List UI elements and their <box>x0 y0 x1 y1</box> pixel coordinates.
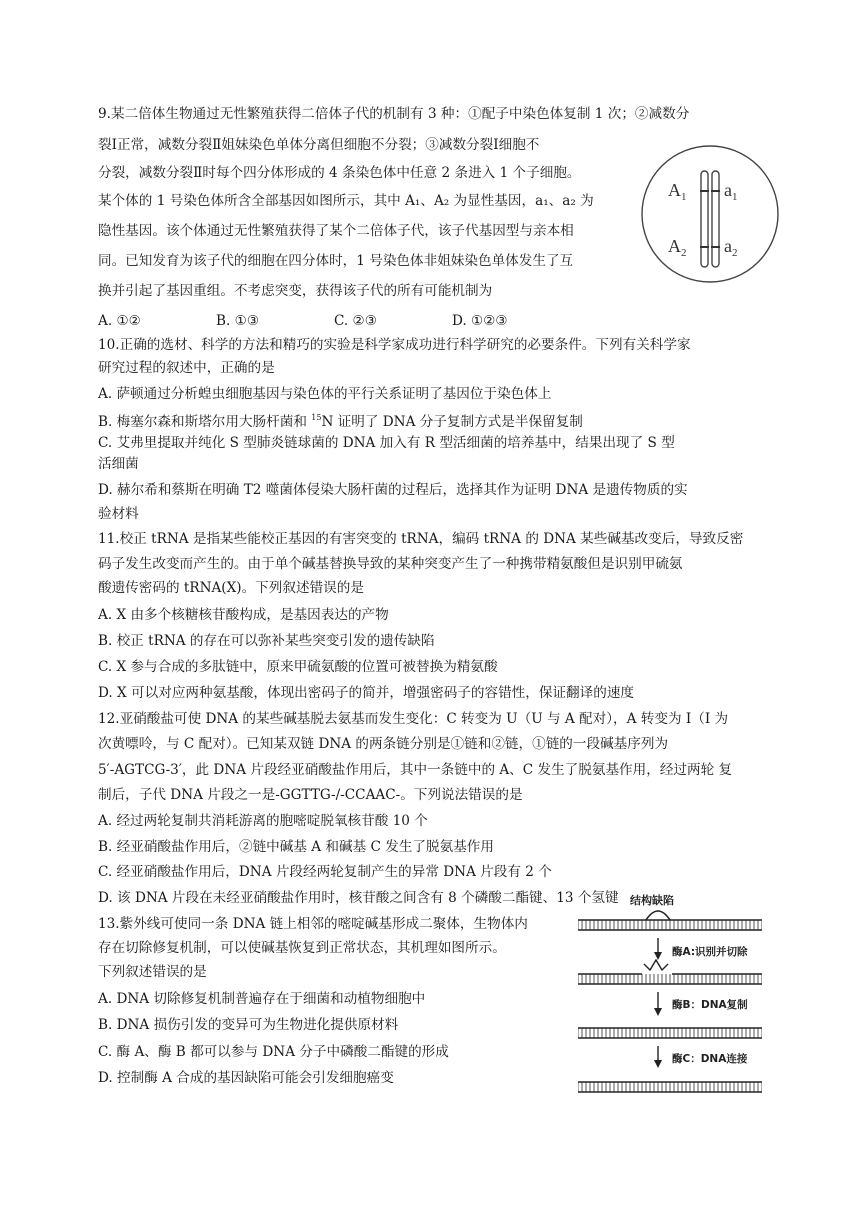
q9-option-b[interactable]: B. ①③ <box>216 313 260 329</box>
q9-stem-line-3: 分裂，减数分裂Ⅱ时每个四分体形成的 4 条染色体中任意 2 条进入 1 个子细胞。 <box>98 165 581 181</box>
q9-stem-line-1: 9.某二倍体生物通过无性繁殖获得二倍体子代的机制有 3 种：①配子中染色体复制 1 次；②减数分 <box>98 106 690 122</box>
q11-option-d[interactable]: D. X 可以对应两种氨基酸，体现出密码子的简并，增强密码子的容错性，保证翻译的速度 <box>98 685 635 701</box>
q12-stem-line-3: 5′-AGTCG-3′，此 DNA 片段经亚硝酸盐作用后，其中一条链中的 A、C 发生了脱氨基作用，经过两轮 复 <box>98 762 733 778</box>
q9-option-a[interactable]: A. ①② <box>98 313 141 329</box>
q10-stem-line-1: 10.正确的选材、科学的方法和精巧的实验是科学家成功进行科学研究的必要条件。下列有关科学家 <box>98 337 691 353</box>
q11-stem-line-3: 酸遗传密码的 tRNA(X)。下列叙述错误的是 <box>98 580 364 596</box>
q9-stem-line-4: 某个体的 1 号染色体所含全部基因如图所示，其中 A₁、A₂ 为显性基因，a₁、a₂ 为 <box>98 193 594 209</box>
q13-stem-line-3: 下列叙述错误的是 <box>98 964 207 980</box>
q10-option-d-line-1[interactable]: D. 赫尔希和蔡斯在明确 T2 噬菌体侵染大肠杆菌的过程后，选择其作为证明 DNA 是遗传物质的实 <box>98 482 688 498</box>
q12-option-d[interactable]: D. 该 DNA 片段在未经亚硝酸盐作用时，核苷酸之间含有 8 个磷酸二酯键、13 个氢键 <box>98 890 619 906</box>
q10-option-a[interactable]: A. 萨顿通过分析蝗虫细胞基因与染色体的平行关系证明了基因位于染色体上 <box>98 386 552 402</box>
q10-stem-line-2: 研究过程的叙述中，正确的是 <box>98 360 275 376</box>
gene-label-a1: $a_1$ <box>724 180 738 203</box>
damage-label: 结构缺陷 <box>630 894 674 907</box>
q10-option-b[interactable]: B. 梅塞尔森和斯塔尔用大肠杆菌和 $^{15}$N 证明了 DNA 分子复制方式是半保留复制 <box>98 413 583 430</box>
q11-option-b[interactable]: B. 校正 tRNA 的存在可以弥补某些突变引发的遗传缺陷 <box>98 633 435 649</box>
enzyme-a-label: 酶A:识别并切除 <box>672 946 748 958</box>
q12-stem-line-4: 制后，子代 DNA 片段之一是-GGTTG-/-CCAAC-。下列说法错误的是 <box>98 787 523 803</box>
enzyme-b-label: 酶B：DNA复制 <box>672 999 748 1011</box>
gene-label-A1: $A_1$ <box>668 180 687 203</box>
q11-stem-line-2: 码子发生改变而产生的。由于单个碱基替换导致的某种突变产生了一种携带精氨酸但是识别甲硫氨 <box>98 556 683 572</box>
q13-option-d[interactable]: D. 控制酶 A 合成的基因缺陷可能会引发细胞癌变 <box>98 1070 394 1086</box>
q12-option-a[interactable]: A. 经过两轮复制共消耗游离的胞嘧啶脱氧核苷酸 10 个 <box>98 813 428 829</box>
q10-option-c-line-1[interactable]: C. 艾弗里提取并纯化 S 型肺炎链球菌的 DNA 加入有 R 型活细菌的培养基中，结果出现了 S 型 <box>98 435 675 451</box>
q12-option-b[interactable]: B. 经亚硝酸盐作用后，②链中碱基 A 和碱基 C 发生了脱氨基作用 <box>98 839 494 855</box>
q12-stem-line-1: 12.亚硝酸盐可使 DNA 的某些碱基脱去氨基而发生变化：C 转变为 U（U 与 A 配对），A 转变为 I（I 为 <box>98 711 729 727</box>
arrow-down-icon <box>654 1060 662 1068</box>
q9-option-d[interactable]: D. ①②③ <box>452 313 508 329</box>
q9-stem-line-6: 同。已知发育为该子代的细胞在四分体时，1 号染色体非姐妹染色单体发生了互 <box>98 253 574 269</box>
q9-option-c[interactable]: C. ②③ <box>334 313 377 329</box>
dna-repair-figure <box>572 890 768 1108</box>
q9-stem-line-7: 换并引起了基因重组。不考虑突变，获得该子代的所有可能机制为 <box>98 283 493 299</box>
q11-option-a[interactable]: A. X 由多个核糖核苷酸构成，是基因表达的产物 <box>98 607 389 623</box>
enzyme-c-label: 酶C：DNA连接 <box>672 1053 748 1065</box>
q10-option-c-line-2: 活细菌 <box>98 456 139 472</box>
q13-option-b[interactable]: B. DNA 损伤引发的变异可为生物进化提供原材料 <box>98 1017 399 1033</box>
gene-label-A2: $A_2$ <box>668 236 687 259</box>
isotope-superscript: 15 <box>311 413 322 422</box>
arrow-down-icon <box>654 952 662 960</box>
q11-stem-line-1: 11.校正 tRNA 是指某些能校正基因的有害突变的 tRNA，编码 tRNA 的 DNA 某些碱基改变后，导致反密 <box>98 531 744 547</box>
q12-option-c[interactable]: C. 经亚硝酸盐作用后，DNA 片段经两轮复制产生的异常 DNA 片段有 2 个 <box>98 864 552 880</box>
q13-option-c[interactable]: C. 酶 A、酶 B 都可以参与 DNA 分子中磷酸二酯键的形成 <box>98 1044 449 1060</box>
q9-options <box>98 311 508 331</box>
arrow-down-icon <box>654 1008 662 1016</box>
q13-stem-line-1: 13.紫外线可使同一条 DNA 链上相邻的嘧啶碱基形成二聚体，生物体内 <box>98 916 528 932</box>
q9-stem-line-5: 隐性基因。该个体通过无性繁殖获得了某个二倍体子代，该子代基因型与亲本相 <box>98 223 574 239</box>
q9-stem-line-2: 裂Ⅰ正常，减数分裂Ⅱ姐妹染色单体分离但细胞不分裂；③减数分裂Ⅰ细胞不 <box>98 137 540 153</box>
q13-stem-line-2: 存在切除修复机制，可以使碱基恢复到正常状态，其机理如图所示。 <box>98 940 506 956</box>
q12-stem-line-2: 次黄嘌呤，与 C 配对）。已知某双链 DNA 的两条链分别是①链和②链，①链的一段碱基序列为 <box>98 736 669 752</box>
q10-option-d-line-2: 验材料 <box>98 506 139 522</box>
q13-option-a[interactable]: A. DNA 切除修复机制普遍存在于细菌和动植物细胞中 <box>98 991 426 1007</box>
chromosome-figure <box>640 143 780 285</box>
gene-label-a2: $a_2$ <box>724 236 738 259</box>
q11-option-c[interactable]: C. X 参与合成的多肽链中，原来甲硫氨酸的位置可被替换为精氨酸 <box>98 659 498 675</box>
